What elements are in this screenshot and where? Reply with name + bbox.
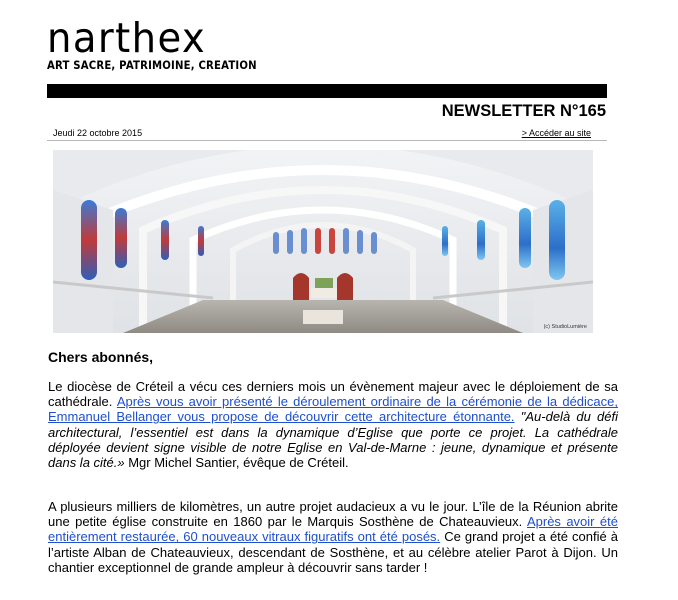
p1-text-1: Le diocèse de Créteil a vécu ces derniers mois un évènement majeur avec le déploiement de sa cathédrale. (48, 379, 618, 410)
photo-credit: (c) StudioLumière (543, 324, 587, 330)
greeting: Chers abonnés, (48, 349, 154, 365)
logo-subtitle: ART SACRE, PATRIMOINE, CREATION (47, 58, 257, 72)
p2-text-2: Ce grand projet a été confié à l’artiste Alban de Chateauvieux, descendant de Sosthène, et au célèbre atelier Parot à Dijon. Un chantier exceptionnel de grande ampleur à découvrir sans tarder ! (48, 529, 618, 575)
cathedral-photo[interactable] (53, 150, 593, 333)
divider (47, 140, 607, 141)
p2-text-1: A plusieurs milliers de kilomètres, un autre projet audacieux a vu le jour. L’île de la Réunion abrite une petite église construite en 1860 par le Marquis Sosthène de Chateauvieux. (48, 499, 618, 530)
header-bar (47, 84, 607, 98)
p1-text-3: Mgr Michel Santier, évêque de Créteil. (124, 455, 349, 471)
paragraph-reunion (48, 499, 618, 575)
paragraph-cathedral (48, 379, 618, 470)
newsletter-number: NEWSLETTER N°165 (441, 102, 606, 120)
narthex-logo[interactable] (47, 14, 285, 72)
visit-site-link[interactable]: > Accéder au site (521, 128, 591, 138)
vitraux-article-link[interactable]: Après avoir été entièrement restaurée, 60 nouveaux vitraux figuratifs ont été posés. (48, 514, 618, 545)
newsletter-date: Jeudi 22 octobre 2015 (53, 128, 143, 138)
bishop-quote: "Au-delà du défi architectural, l’essentiel est dans la dynamique d’Eglise que porte ce projet. La cathédrale déployée devient signe visible de notre Eglise en Val-de-Marne : jeune, dynamique et présente dans la cité.» (48, 409, 618, 471)
logo-title: narthex (47, 14, 207, 62)
dedicace-article-link[interactable]: Après vous avoir présenté le déroulement ordinaire de la cérémonie de la dédicace, Emmanuel Bellanger vous propose de découvrir cette architecture étonnante. (48, 394, 618, 425)
cathedral-interior-illustration (53, 150, 593, 333)
